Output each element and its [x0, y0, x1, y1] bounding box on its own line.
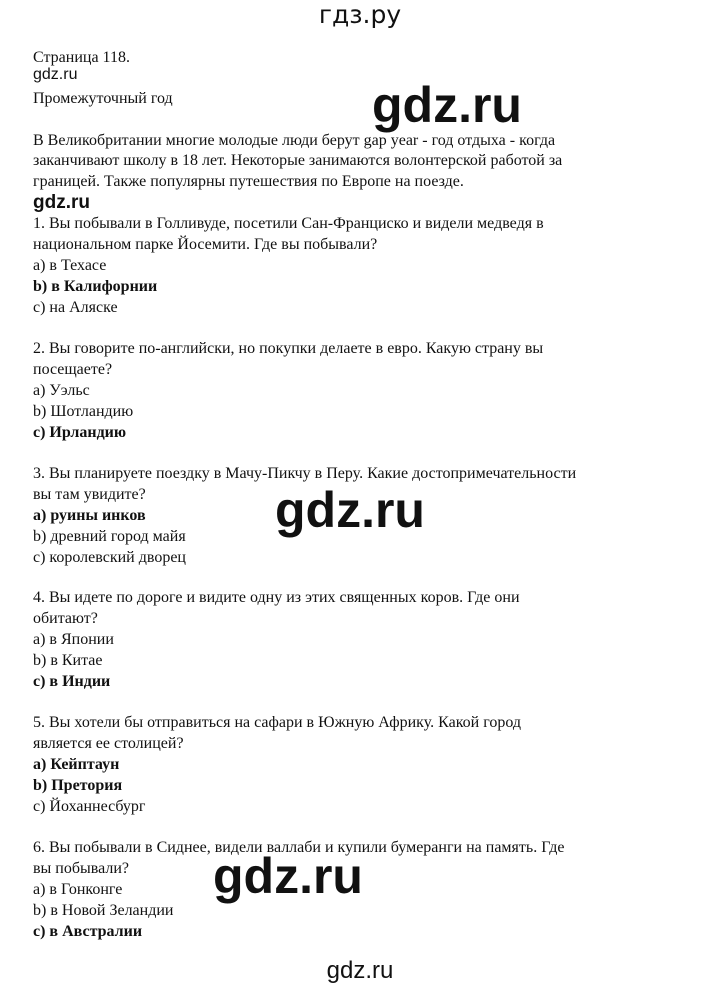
question-6-line-1: 6. Вы побывали в Сиднее, видели валлаби и купили бумеранги на память. Где [33, 839, 565, 856]
intro-line-1: В Великобритании многие молодые люди берут gap year - год отдыха - когда [33, 132, 556, 149]
page-label: Страница 118. [33, 49, 130, 66]
intro-line-2: заканчивают школу в 18 лет. Некоторые занимаются волонтерской работой за [33, 152, 563, 169]
section-title: Промежуточный год [33, 90, 173, 107]
question-2-option-b: b) Шотландию [33, 403, 134, 420]
question-3-option-c: c) королевский дворец [33, 549, 186, 566]
question-6-option-c: c) в Австралии [33, 923, 143, 940]
question-1-line-1: 1. Вы побывали в Голливуде, посетили Сан-Франциско и видели медведя в [33, 215, 544, 232]
question-5-option-a: a) Кейптаун [33, 756, 120, 773]
watermark-top-small: gdz.ru [33, 66, 78, 83]
watermark-big-2: gdz.ru [275, 482, 425, 538]
question-6-line-2: вы побывали? [33, 860, 129, 877]
question-5-option-b: b) Претория [33, 777, 123, 794]
question-2-option-c: c) Ирландию [33, 424, 127, 441]
question-6-option-a: a) в Гонконге [33, 881, 123, 898]
question-4-line-1: 4. Вы идете по дороге и видите одну из этих священных коров. Где они [33, 589, 520, 606]
question-4-line-2: обитают? [33, 610, 98, 627]
question-3-line-1: 3. Вы планируете поездку в Мачу-Пикчу в Перу. Какие достопримечательности [33, 465, 577, 482]
question-3-option-b: b) древний город майя [33, 528, 186, 545]
question-1-line-2: национальном парке Йосемити. Где вы побывали? [33, 236, 378, 253]
question-3-line-2: вы там увидите? [33, 486, 146, 503]
question-2-line-1: 2. Вы говорите по-английски, но покупки делаете в евро. Какую страну вы [33, 340, 544, 357]
question-1-option-c: c) на Аляске [33, 299, 118, 316]
question-6-option-b: b) в Новой Зеландии [33, 902, 174, 919]
watermark-big-1: gdz.ru [372, 77, 522, 133]
question-4-option-c: c) в Индии [33, 673, 111, 690]
question-5-line-2: является ее столицей? [33, 735, 184, 752]
site-header: гдз.ру [318, 0, 402, 29]
question-3-option-a: a) руины инков [33, 507, 146, 524]
question-2-line-2: посещаете? [33, 361, 113, 378]
question-4-option-b: b) в Китае [33, 652, 103, 669]
question-5-option-c: c) Йоханнесбург [33, 798, 146, 815]
intro-line-3: границей. Также популярны путешествия по Европе на поезде. [33, 173, 464, 190]
question-4-option-a: a) в Японии [33, 631, 114, 648]
watermark-big-3: gdz.ru [213, 848, 363, 904]
question-5-line-1: 5. Вы хотели бы отправиться на сафари в Южную Африку. Какой город [33, 714, 522, 731]
watermark-inline-bold: gdz.ru [33, 192, 90, 213]
question-1-option-a: a) в Техасе [33, 257, 107, 274]
footer-watermark: gdz.ru [326, 957, 394, 984]
question-1-option-b: b) в Калифорнии [33, 278, 158, 295]
question-2-option-a: a) Уэльс [33, 382, 90, 399]
